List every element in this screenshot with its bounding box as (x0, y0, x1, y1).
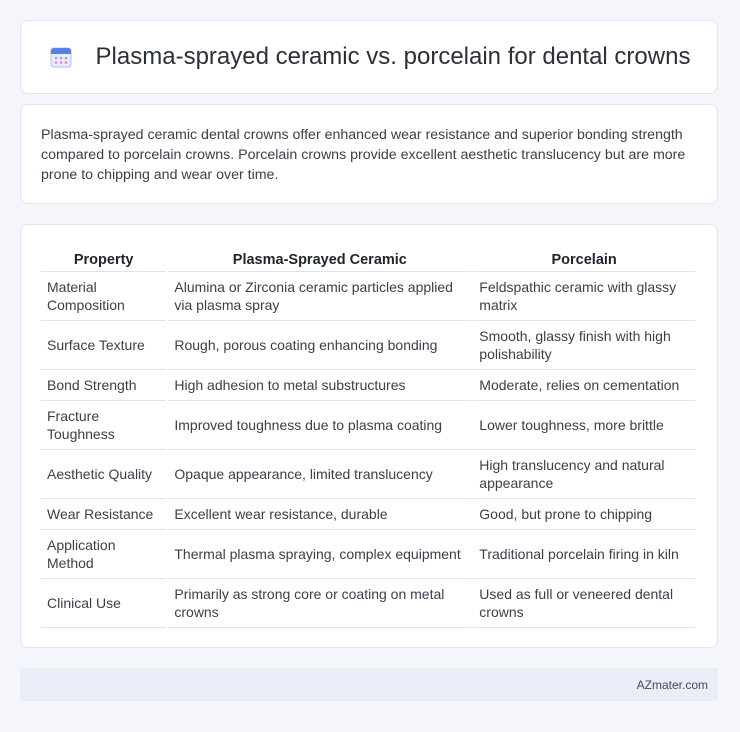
table-row (41, 450, 695, 499)
table-row (41, 499, 695, 530)
table-header-row (41, 245, 695, 272)
table-row (41, 370, 695, 401)
plasma-cell: Rough, porous coating enhancing bonding (168, 321, 471, 370)
table-row (41, 321, 695, 370)
property-cell: Clinical Use (41, 579, 166, 628)
column-header-plasma-sprayed-ceramic: Plasma-Sprayed Ceramic (168, 245, 471, 272)
table-row (41, 530, 695, 579)
column-header-porcelain: Porcelain (473, 245, 695, 272)
comparison-table-card (20, 224, 718, 648)
plasma-cell: Improved toughness due to plasma coating (168, 401, 471, 450)
calendar-icon (48, 44, 74, 70)
porcelain-cell: Good, but prone to chipping (473, 499, 695, 530)
property-cell: Fracture Toughness (41, 401, 166, 450)
porcelain-cell: Smooth, glassy finish with high polishability (473, 321, 695, 370)
porcelain-cell: Lower toughness, more brittle (473, 401, 695, 450)
property-cell: Aesthetic Quality (41, 450, 166, 499)
porcelain-cell: Feldspathic ceramic with glassy matrix (473, 272, 695, 321)
plasma-cell: Alumina or Zirconia ceramic particles applied via plasma spray (168, 272, 471, 321)
property-cell: Wear Resistance (41, 499, 166, 530)
porcelain-cell: Traditional porcelain firing in kiln (473, 530, 695, 579)
summary-card (20, 104, 718, 204)
footer-bar (20, 668, 718, 701)
plasma-cell: Thermal plasma spraying, complex equipment (168, 530, 471, 579)
table-row (41, 579, 695, 628)
property-cell: Bond Strength (41, 370, 166, 401)
header-card (20, 20, 718, 94)
plasma-cell: Primarily as strong core or coating on metal crowns (168, 579, 471, 628)
column-header-property: Property (41, 245, 166, 272)
porcelain-cell: Used as full or veneered dental crowns (473, 579, 695, 628)
page-title: Plasma-sprayed ceramic vs. porcelain for dental crowns (95, 43, 691, 70)
property-cell: Application Method (41, 530, 166, 579)
comparison-table (39, 245, 697, 628)
table-row (41, 401, 695, 450)
porcelain-cell: High translucency and natural appearance (473, 450, 695, 499)
property-cell: Material Composition (41, 272, 166, 321)
table-row (41, 272, 695, 321)
plasma-cell: Excellent wear resistance, durable (168, 499, 471, 530)
footer-site-link[interactable]: AZmater.com (636, 677, 708, 692)
summary-text: Plasma-sprayed ceramic dental crowns offer enhanced wear resistance and superior bonding strength compared to porcelain crowns. Porcelain crowns provide excellent aesthetic translucency but are more prone to chipping and wear over time. (41, 127, 686, 183)
plasma-cell: High adhesion to metal substructures (168, 370, 471, 401)
property-cell: Surface Texture (41, 321, 166, 370)
plasma-cell: Opaque appearance, limited translucency (168, 450, 471, 499)
porcelain-cell: Moderate, relies on cementation (473, 370, 695, 401)
